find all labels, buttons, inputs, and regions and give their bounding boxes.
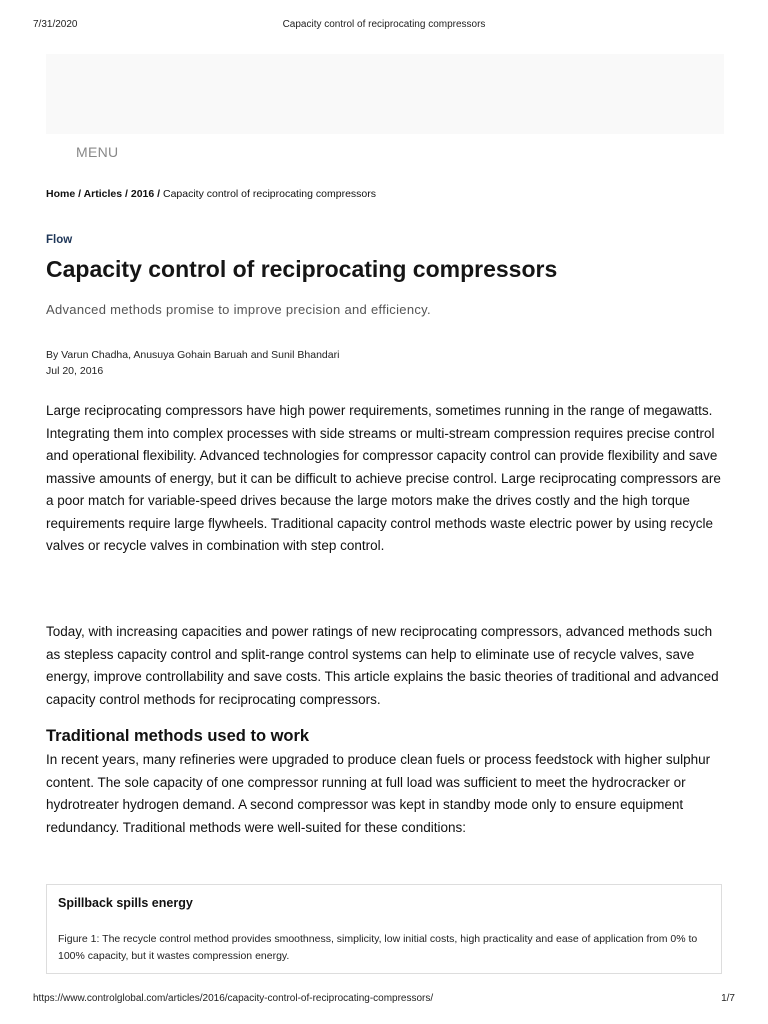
print-url: https://www.controlglobal.com/articles/2016/capacity-control-of-reciprocating-compressors/: [33, 993, 434, 1004]
article-paragraph-1: Large reciprocating compressors have high power requirements, sometimes running in the range of megawatts. Integrating them into complex processes with side streams or multi-stream compression requires precise control and operational flexibility. Advanced technologies for compressor capacity control can provide flexibility and save massive amounts of energy, but it can be difficult to achieve precise control. Large reciprocating compressors are a poor match for variable-speed drives because the large motors make the drives costly and the high torque requirements require large flywheels. Traditional capacity control methods waste electric power by using recycle valves or recycle valves in combination with step control.: [46, 403, 721, 553]
figure-caption: Figure 1: The recycle control method provides smoothness, simplicity, low initial costs, high practicality and ease of application from 0% to 100% capacity, but it wastes compression energy.: [58, 933, 698, 962]
breadcrumb-current: Capacity control of reciprocating compressors: [162, 188, 376, 200]
figure-box: [46, 884, 722, 974]
print-page-number: 1/7: [721, 993, 735, 1004]
section-heading: Traditional methods used to work: [46, 727, 310, 745]
ad-banner-placeholder: [46, 54, 724, 134]
article-authors: By Varun Chadha, Anusuya Gohain Baruah and Sunil Bhandari: [46, 349, 340, 361]
breadcrumb-separator: /: [75, 188, 84, 200]
article-title: Capacity control of reciprocating compressors: [46, 256, 558, 282]
breadcrumb-separator: /: [122, 188, 131, 200]
breadcrumb: [46, 188, 376, 200]
print-title: Capacity control of reciprocating compressors: [282, 19, 486, 30]
article-paragraph-2: Today, with increasing capacities and power ratings of new reciprocating compressors, advanced methods such as stepless capacity control and split-range control systems can help to eliminate use of recycle valves, save energy, improve controllability and save costs. This article explains the basic theories of traditional and advanced capacity control methods for reciprocating compressors.: [46, 624, 719, 707]
print-header: [33, 19, 735, 33]
breadcrumb-home-link[interactable]: Home: [46, 188, 76, 200]
breadcrumb-separator: /: [154, 188, 163, 200]
article-subtitle: Advanced methods promise to improve precision and efficiency.: [46, 302, 431, 317]
menu-button[interactable]: MENU: [76, 144, 119, 160]
print-date: 7/31/2020: [33, 19, 78, 30]
breadcrumb-articles-link[interactable]: Articles: [83, 188, 123, 200]
breadcrumb-year-link[interactable]: 2016: [130, 188, 155, 200]
article-category-link[interactable]: Flow: [46, 234, 73, 246]
print-footer: [33, 993, 735, 1007]
article-paragraph-3: In recent years, many refineries were upgraded to produce clean fuels or process feedstock with higher sulphur content. The sole capacity of one compressor running at full load was sufficient to meet the hydrocracker or hydrotreater hydrogen demand. A second compressor was kept in standby mode only to ensure equipment redundancy. Traditional methods were well-suited for these conditions:: [46, 752, 711, 835]
article-date: Jul 20, 2016: [46, 365, 104, 377]
article-byline: [46, 347, 339, 379]
figure-title: Spillback spills energy: [58, 896, 193, 910]
